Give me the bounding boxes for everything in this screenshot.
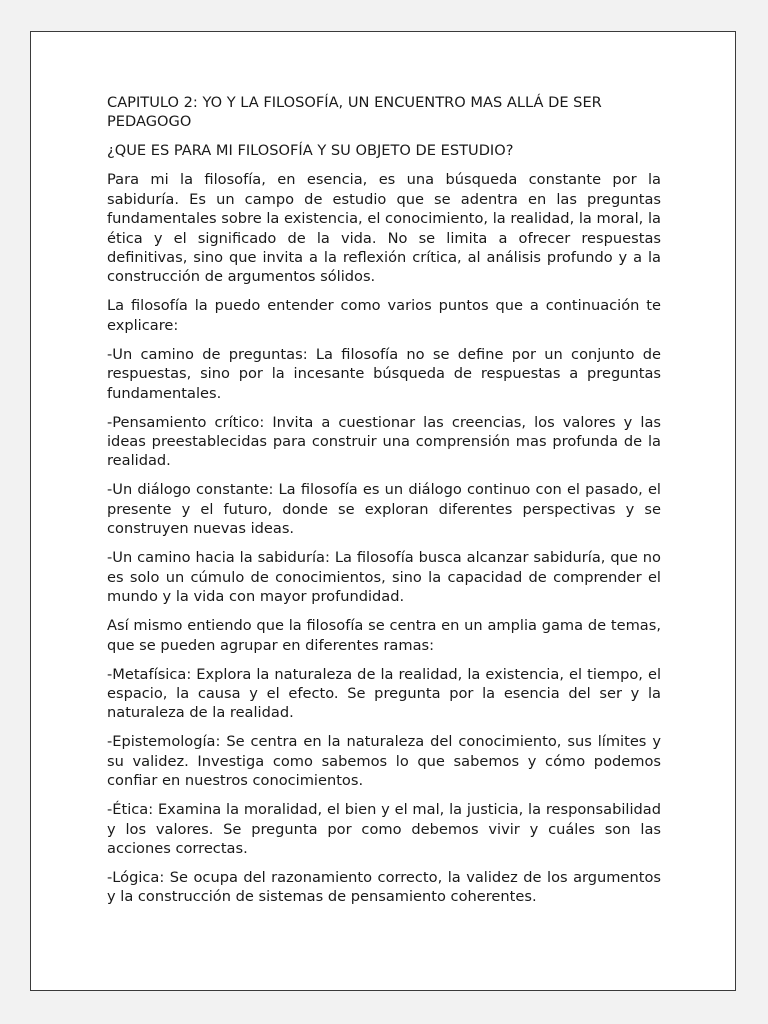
paragraph-pensamiento-critico: -Pensamiento crítico: Invita a cuestionar las creencias, los valores y las ideas preestablecidas para construir una comprensión mas profunda de la realidad. (107, 413, 661, 470)
paragraph-camino-preguntas: -Un camino de preguntas: La filosofía no se define por un conjunto de respuestas, sino por la incesante búsqueda de respuestas a preguntas fundamentales. (107, 345, 661, 402)
paragraph-logica: -Lógica: Se ocupa del razonamiento correcto, la validez de los argumentos y la construcción de sistemas de pensamiento coherentes. (107, 868, 661, 906)
document-page (30, 31, 736, 991)
paragraph-points-intro: La filosofía la puedo entender como varios puntos que a continuación te explicare: (107, 297, 661, 334)
page-content (107, 93, 661, 916)
paragraph-camino-sabiduria: -Un camino hacia la sabiduría: La filosofía busca alcanzar sabiduría, que no es solo un cúmulo de conocimientos, sino la capacidad de comprender el mundo y la vida con mayor profundidad. (107, 549, 661, 606)
paragraph-etica: -Ética: Examina la moralidad, el bien y el mal, la justicia, la responsabilidad y los valores. Se pregunta por como debemos vivir y cuáles son las acciones correctas. (107, 801, 661, 857)
section-question: ¿QUE ES PARA MI FILOSOFÍA Y SU OBJETO DE ESTUDIO? (107, 142, 514, 160)
paragraph-epistemologia: -Epistemología: Se centra en la naturaleza del conocimiento, sus límites y su validez. Investiga como sabemos lo que sabemos y cómo podemos confiar en nuestros conocimientos. (107, 733, 661, 790)
paragraph-dialogo-constante: -Un diálogo constante: La filosofía es un diálogo continuo con el pasado, el presente y el futuro, donde se exploran diferentes perspectivas y se construyen nuevas ideas. (107, 481, 661, 538)
paragraph-ramas-intro: Así mismo entiendo que la filosofía se centra en un amplia gama de temas, que se pueden agrupar en diferentes ramas: (107, 617, 661, 654)
chapter-title: CAPITULO 2: YO Y LA FILOSOFÍA, UN ENCUENTRO MAS ALLÁ DE SER PEDAGOGO (107, 94, 602, 131)
paragraph-intro: Para mi la filosofía, en esencia, es una búsqueda constante por la sabiduría. Es un campo de estudio que se adentra en las preguntas fundamentales sobre la existencia, el conocimiento, la realidad, la moral, la ética y el significado de la vida. No se limita a ofrecer respuestas definitivas, sino que invita a la reflexión crítica, al análisis profundo y a la construcción de argumentos sólidos. (107, 171, 661, 286)
paragraph-metafisica: -Metafísica: Explora la naturaleza de la realidad, la existencia, el tiempo, el espacio, la causa y el efecto. Se pregunta por la esencia del ser y la naturaleza de la realidad. (107, 665, 661, 722)
